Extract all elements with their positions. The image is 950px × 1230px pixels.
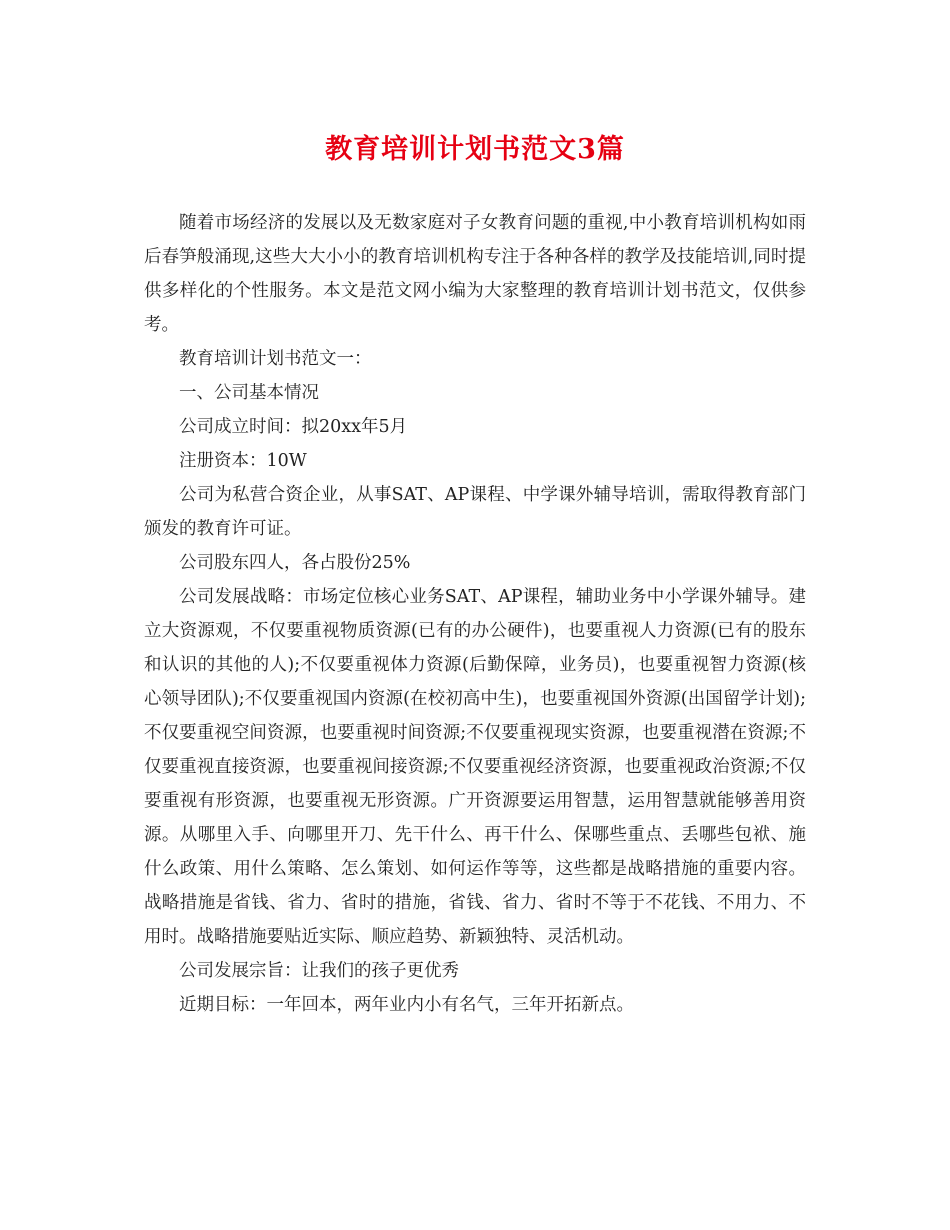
paragraph: 公司发展战略：市场定位核心业务SAT、AP课程，辅助业务中小学课外辅导。建立大资源观，不仅要重视物质资源(已有的办公硬件)，也要重视人力资源(已有的股东和认识的其他的人);不仅要重视体力资源(后勤保障，业务员)，也要重视智力资源(核心领导团队);不仅要重视国内资源(在校初高中生)，也要重视国外资源(出国留学计划);不仅要重视空间资源，也要重视时间资源;不仅要重视现实资源，也要重视潜在资源;不仅要重视直接资源，也要重视间接资源;不仅要重视经济资源，也要重视政治资源;不仅要重视有形资源，也要重视无形资源。广开资源要运用智慧，运用智慧就能够善用资源。从哪里入手、向哪里开刀、先干什么、再干什么、保哪些重点、丢哪些包袱、施什么政策、用什么策略、怎么策划、如何运作等等，这些都是战略措施的重要内容。战略措施是省钱、省力、省时的措施，省钱、省力、省时不等于不花钱、不用力、不用时。战略措施要贴近实际、顺应趋势、新颖独特、灵活机动。 [144, 587, 806, 947]
paragraph: 注册资本：10W [179, 451, 307, 471]
paragraph: 公司股东四人，各占股份25% [179, 553, 411, 573]
paragraph: 公司发展宗旨：让我们的孩子更优秀 [179, 961, 459, 981]
section-heading: 一、公司基本情况 [179, 383, 319, 403]
paragraph: 公司为私营合资企业，从事SAT、AP课程、中学课外辅导培训，需取得教育部门颁发的教育许可证。 [144, 485, 806, 539]
paragraph: 近期目标：一年回本，两年业内小有名气，三年开拓新点。 [179, 995, 634, 1015]
paragraph: 教育培训计划书范文一： [179, 349, 372, 369]
document-title: 教育培训计划书范文3篇 [325, 134, 625, 165]
paragraph: 公司成立时间：拟20xx年5月 [179, 417, 408, 437]
document-body [144, 206, 806, 1022]
paragraph: 随着市场经济的发展以及无数家庭对子女教育问题的重视,中小教育培训机构如雨后春笋般涌现,这些大大小小的教育培训机构专注于各种各样的教学及技能培训,同时提供多样化的个性服务。本文是范文网小编为大家整理的教育培训计划书范文，仅供参考。 [144, 213, 806, 335]
